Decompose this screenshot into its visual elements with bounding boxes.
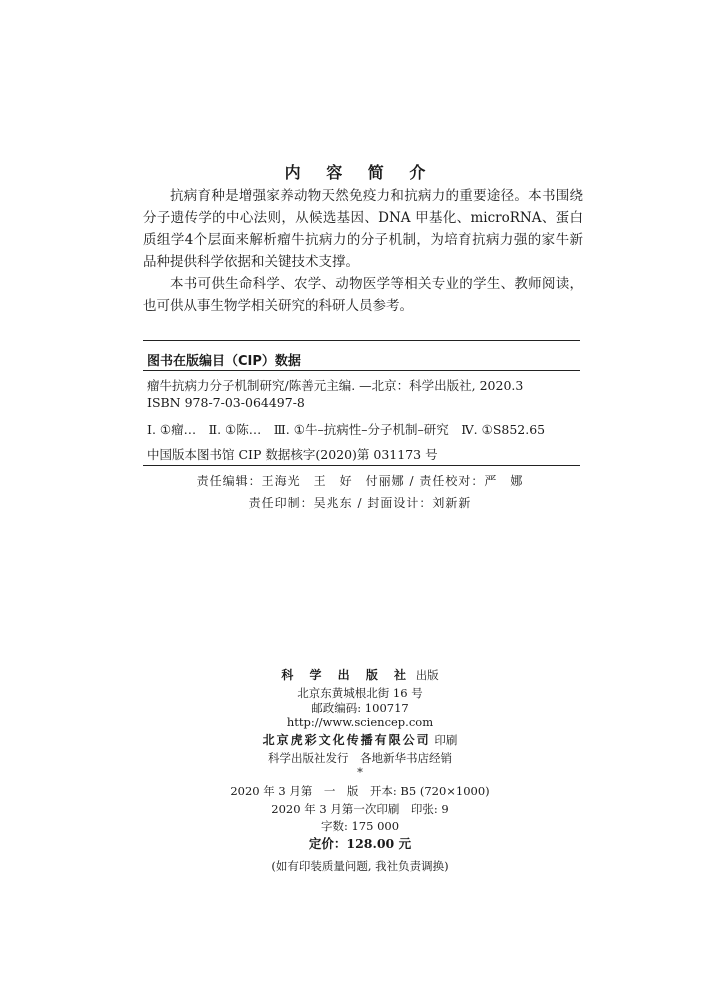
- cip-heading-rule: [143, 370, 580, 371]
- publisher-suffix: 出版: [415, 668, 439, 682]
- cip-isbn-line: ISBN 978-7-03-064497-8: [147, 395, 305, 410]
- cip-heading: 图书在版编目（CIP）数据: [147, 354, 301, 369]
- printer-line: [0, 731, 720, 748]
- publisher-name: 科 学 出 版 社: [281, 668, 413, 682]
- separator-star: *: [357, 765, 363, 779]
- editors-line: 责任编辑：王海光 王 好 付丽娜 / 责任校对：严 娜: [196, 474, 524, 488]
- publisher-line: [0, 666, 720, 683]
- quality-notice: (如有印装质量问题, 我社负责调换): [271, 859, 449, 873]
- production-line: 责任印制：吴兆东 / 封面设计：刘新新: [248, 496, 472, 510]
- printer-name: 北京虎彩文化传播有限公司: [262, 733, 431, 747]
- distribution-line: 科学出版社发行 各地新华书店经销: [268, 751, 452, 765]
- cip-classification-line: Ⅰ. ①瘤… Ⅱ. ①陈… Ⅲ. ①牛–抗病性–分子机制–研究 Ⅳ. ①S852.65: [147, 422, 546, 437]
- cip-title-line: 瘤牛抗病力分子机制研究/陈善元主编. —北京：科学出版社, 2020.3: [147, 378, 524, 393]
- edition-line: 2020 年 3 月第 一 版 开本: B5 (720×1000): [230, 784, 490, 798]
- page-title: 内 容 简 介: [284, 163, 436, 182]
- cip-top-rule: [143, 340, 580, 341]
- word-count-line: 字数: 175 000: [320, 819, 400, 833]
- printer-suffix: 印刷: [434, 733, 458, 747]
- cip-bottom-rule: [143, 465, 580, 466]
- price-line: 定价：128.00 元: [308, 836, 412, 851]
- publisher-url: http://www.sciencep.com: [286, 715, 434, 729]
- intro-text: [143, 185, 583, 317]
- printing-line: 2020 年 3 月第一次印刷 印张: 9: [271, 802, 449, 816]
- publisher-postcode: 邮政编码: 100717: [311, 701, 409, 715]
- publisher-address: 北京东黄城根北街 16 号: [297, 686, 423, 700]
- intro-paragraph-2: 本书可供生命科学、农学、动物医学等相关专业的学生、教师阅读，也可供从事生物学相关研究的科研人员参考。: [143, 276, 583, 314]
- intro-paragraph-1: 抗病育种是增强家养动物天然免疫力和抗病力的重要途径。本书围绕分子遗传学的中心法则，从候选基因、DNA 甲基化、microRNA、蛋白质组学4个层面来解析瘤牛抗病力的分子机制，为培育抗病力强的家牛新品种提供科学依据和关键技术支撑。: [143, 188, 583, 270]
- cip-number-line: 中国版本图书馆 CIP 数据核字(2020)第 031173 号: [147, 447, 438, 462]
